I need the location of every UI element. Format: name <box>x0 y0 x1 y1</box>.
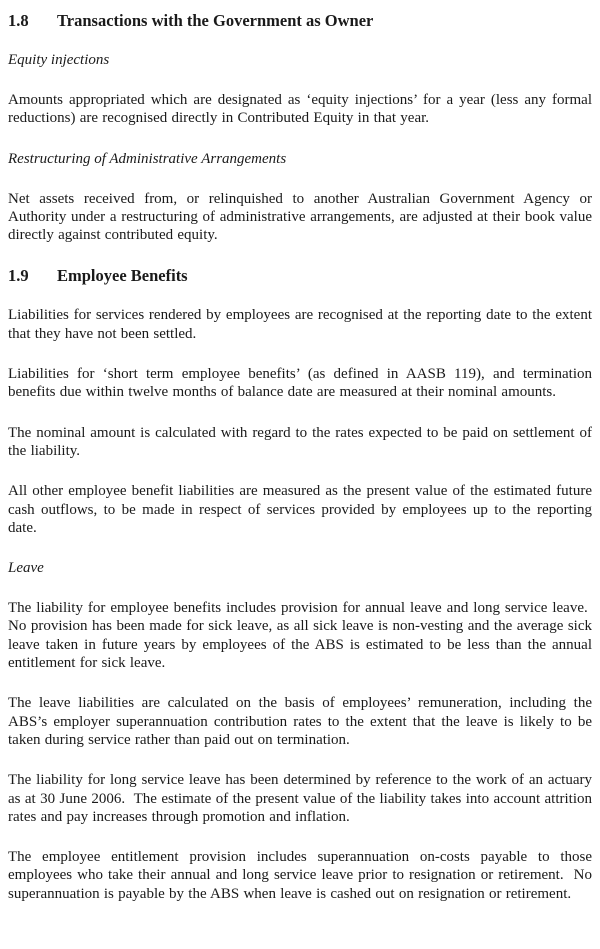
paragraph: The liability for employee benefits includes provision for annual leave and long service leave. No provision has been made for sick leave, as all sick leave is non-vesting and the average sick leave taken in future years by employees of the ABS is estimated to be less than the annual entitlement for sick leave. <box>8 600 592 672</box>
section-heading <box>8 11 592 30</box>
paragraph: All other employee benefit liabilities are measured as the present value of the estimated future cash outflows, to be made in respect of services provided by employees up to the reporting date. <box>8 483 592 536</box>
subheading: Leave <box>8 560 44 577</box>
subheading: Equity injections <box>8 52 110 68</box>
section-title: Employee Benefits <box>57 266 188 286</box>
section-heading <box>8 266 592 285</box>
section-number: 1.9 <box>8 266 29 286</box>
paragraph: Amounts appropriated which are designated as ‘equity injections’ for a year (less any formal reductions) are recognised directly in Contributed Equity in that year. <box>8 92 592 127</box>
paragraph: Liabilities for services rendered by employees are recognised at the reporting date to the extent that they have not been settled. <box>8 307 592 342</box>
paragraph: Net assets received from, or relinquished to another Australian Government Agency or Authority under a restructuring of administrative arrangements, are adjusted at their book value directly against contributed equity. <box>8 190 592 244</box>
paragraph: Liabilities for ‘short term employee benefits’ (as defined in AASB 119), and termination benefits due within twelve months of balance date are measured at their nominal amounts. <box>8 366 592 401</box>
subheading: Restructuring of Administrative Arrangements <box>8 150 287 167</box>
paragraph: The leave liabilities are calculated on the basis of employees’ remuneration, including the ABS’s employer superannuation contribution rates to the extent that the leave is likely to be taken during service rather than paid out on termination. <box>8 695 592 748</box>
paragraph: The nominal amount is calculated with regard to the rates expected to be paid on settlement of the liability. <box>8 424 592 459</box>
document-content <box>8 11 592 903</box>
paragraph: The employee entitlement provision includes superannuation on-costs payable to those employees who take their annual and long service leave prior to resignation or retirement. No superannuation is payable by the ABS when leave is cashed out on resignation or retirement. <box>8 849 592 902</box>
paragraph: The liability for long service leave has been determined by reference to the work of an actuary as at 30 June 2006. The estimate of the present value of the liability takes into account attrition rates and pay increases through promotion and inflation. <box>8 772 592 825</box>
section-title: Transactions with the Government as Owner <box>57 11 374 30</box>
section-number: 1.8 <box>8 11 29 30</box>
